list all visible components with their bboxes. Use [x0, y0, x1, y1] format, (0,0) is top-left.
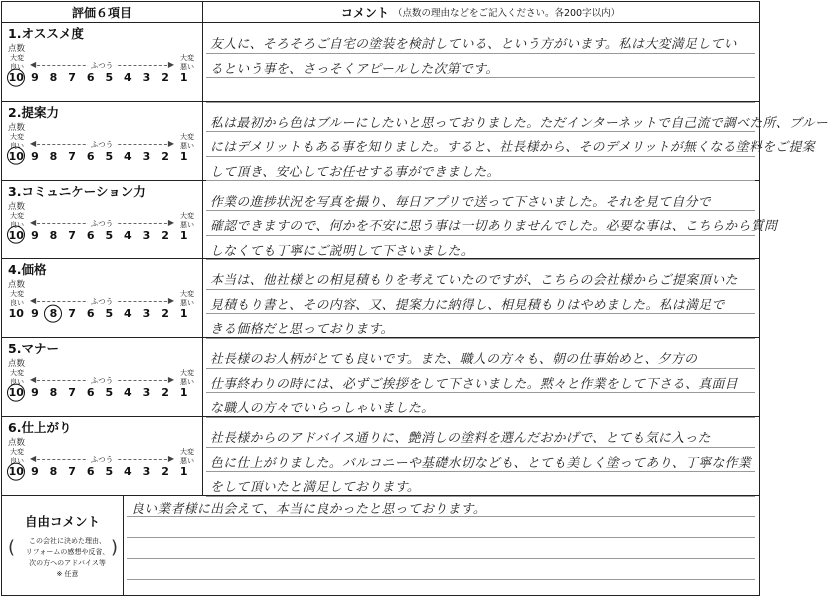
score-option[interactable]: 2: [161, 386, 169, 400]
neutral-label: ふつう: [88, 375, 117, 386]
score-option[interactable]: 8: [49, 71, 58, 84]
criterion-title: 3.コミュニケーション力: [8, 183, 146, 199]
score-option[interactable]: 6: [86, 149, 95, 163]
best-label-line: 良い: [10, 378, 24, 387]
neutral-label: ふつう: [88, 218, 117, 229]
ruled-line: [206, 447, 755, 448]
score-option[interactable]: 10: [8, 71, 24, 84]
score-option[interactable]: 5: [105, 149, 114, 163]
rating-row: [2, 101, 828, 181]
score-option[interactable]: 10: [8, 465, 24, 478]
survey-sheet: [1, 1, 828, 596]
comment-cell[interactable]: [202, 101, 828, 180]
score-option[interactable]: 4: [124, 228, 132, 242]
criterion-title: 4.価格: [8, 262, 47, 278]
score-option[interactable]: 4: [124, 149, 132, 163]
handwritten-comment-line: しなくても丁寧にご説明して下さいました。: [210, 243, 474, 259]
scale-arrow: [32, 376, 172, 384]
ruled-line: [127, 558, 755, 559]
score-option[interactable]: 7: [68, 307, 76, 321]
score-option[interactable]: 9: [31, 71, 39, 84]
ruled-line: [206, 77, 755, 78]
ruled-line: [206, 313, 755, 314]
score-option[interactable]: 7: [68, 71, 76, 84]
free-comment-note: [16, 536, 119, 580]
worst-label-line: 大変: [180, 54, 194, 62]
criterion-cell: [2, 180, 203, 259]
arrow-right-icon: ▶: [167, 454, 174, 463]
score-option[interactable]: 8: [49, 228, 58, 242]
score-option[interactable]: 9: [31, 465, 39, 478]
scale-arrow: [32, 140, 172, 148]
rating-row: [2, 22, 759, 102]
worst-label-line: 大変: [180, 132, 194, 141]
ruled-line: [206, 235, 755, 236]
score-option[interactable]: 9: [31, 228, 39, 242]
worst-label-line: 悪い: [180, 457, 194, 465]
handwritten-comment-line: して頂き、安心してお任せする事ができました。: [210, 164, 500, 180]
comment-cell[interactable]: [202, 416, 759, 495]
paren-close: ): [110, 537, 118, 558]
criteria-header: 評価６項目: [2, 2, 203, 23]
comment-cell[interactable]: [202, 337, 759, 416]
best-label-line: 大変: [10, 54, 24, 62]
worst-label-line: 大変: [180, 290, 194, 299]
score-scale: [7, 386, 193, 399]
worst-label-line: 大変: [180, 448, 194, 456]
score-option[interactable]: 1: [179, 71, 188, 84]
score-option[interactable]: 9: [31, 307, 39, 321]
score-option[interactable]: 10: [8, 149, 24, 163]
score-option[interactable]: 5: [105, 465, 114, 478]
neutral-label: ふつう: [88, 454, 117, 465]
comment-header: [202, 2, 759, 23]
ruled-line: [206, 289, 755, 290]
score-option[interactable]: 3: [142, 465, 151, 478]
score-option[interactable]: 4: [124, 71, 132, 84]
score-option[interactable]: 2: [161, 465, 169, 478]
best-label-line: 大変: [10, 448, 24, 456]
score-scale: [7, 307, 193, 320]
arrow-right-icon: ▶: [167, 60, 174, 69]
free-comment-row: [2, 495, 759, 595]
worst-label: [180, 369, 194, 387]
worst-label: [180, 54, 194, 72]
rating-row: [2, 337, 759, 417]
ruled-line: [206, 471, 755, 472]
handwritten-free-comment-line: 良い業者様に出会えて、本当に良かったと思っております。: [131, 502, 487, 517]
criterion-title: 6.仕上がり: [8, 420, 72, 435]
score-option[interactable]: 6: [86, 71, 95, 84]
score-option[interactable]: 1: [179, 228, 188, 242]
handwritten-comment-line: きる価格だと思っております。: [210, 322, 394, 338]
handwritten-comment-line: るという事を、さっそくアピールした次第です。: [210, 61, 499, 77]
score-option[interactable]: 7: [68, 228, 76, 242]
rating-row: [2, 258, 759, 338]
neutral-label: ふつう: [88, 296, 117, 307]
score-label: 点数: [8, 201, 26, 212]
score-option[interactable]: 4: [124, 307, 132, 321]
neutral-label: ふつう: [88, 60, 117, 71]
handwritten-comment-line: 仕事終わりの時には、必ずご挨拶をして下さいました。黙々と作業をして下さる、真面目: [210, 376, 738, 392]
score-option[interactable]: 1: [179, 149, 188, 163]
handwritten-comment-line: な職人の方々でいらっしゃいました。: [210, 401, 435, 417]
comment-cell[interactable]: [202, 180, 778, 259]
worst-label-line: 悪い: [180, 141, 194, 150]
score-option[interactable]: 5: [105, 71, 114, 84]
worst-label-line: 悪い: [180, 299, 194, 308]
criterion-cell: [2, 416, 203, 495]
arrow-left-icon: ◀: [30, 296, 37, 306]
worst-label: [180, 212, 194, 230]
score-option[interactable]: 3: [142, 386, 151, 400]
score-option[interactable]: 5: [105, 307, 114, 321]
handwritten-comment-line: 確認できますので、何かを不安に思う事は一切ありませんでした。必要な事は、こちらから質問: [210, 219, 778, 235]
handwritten-comment-line: 作業の進捗状況を写真を撮り、毎日アプリで送って下さいました。それを見て自分で: [210, 194, 711, 210]
arrow-left-icon: ◀: [30, 454, 37, 463]
score-option[interactable]: 6: [86, 228, 95, 242]
score-option[interactable]: 4: [124, 465, 132, 478]
arrow-right-icon: ▶: [167, 217, 174, 227]
free-comment-area[interactable]: [123, 495, 759, 595]
free-note-line: ※ 任意: [56, 570, 79, 578]
handwritten-comment-line: 色に仕上がりました。バルコニーや基礎水切なども、とても美しく塗ってあり、丁寧な作業: [210, 455, 752, 471]
score-option[interactable]: 3: [142, 149, 151, 163]
handwritten-comment-line: 友人に、そろそろご自宅の塗装を検討している、という方がいます。私は大変満足してい: [210, 37, 737, 52]
score-option[interactable]: 5: [105, 386, 114, 400]
worst-label-line: 悪い: [180, 63, 194, 71]
score-option[interactable]: 2: [161, 149, 169, 163]
worst-label-line: 悪い: [180, 378, 194, 387]
ruled-line: [206, 368, 755, 369]
comment-cell[interactable]: [202, 22, 759, 101]
score-option[interactable]: 2: [161, 71, 169, 84]
score-option[interactable]: 8: [49, 465, 58, 478]
scale-arrow: [32, 455, 172, 463]
handwritten-comment-line: 見積もり書と、その内容、又、提案力に納得し、相見積もりはやめました。私は満足で: [210, 297, 725, 313]
score-scale: [7, 229, 193, 242]
score-option[interactable]: 1: [179, 465, 188, 478]
worst-label: [180, 448, 194, 466]
worst-label: [180, 133, 194, 151]
free-note-line: 次の方へのアドバイス等: [29, 559, 106, 567]
criterion-cell: [2, 22, 203, 101]
criterion-title: 5.マナー: [8, 341, 59, 357]
criterion-cell: [2, 101, 203, 180]
ruled-line: [206, 156, 755, 157]
score-option[interactable]: 1: [179, 307, 188, 321]
arrow-left-icon: ◀: [30, 60, 37, 69]
score-option[interactable]: 6: [86, 307, 95, 321]
score-option[interactable]: 2: [161, 228, 169, 242]
best-label-line: 良い: [10, 220, 24, 229]
best-label-line: 良い: [10, 63, 24, 71]
score-option[interactable]: 3: [142, 228, 151, 242]
score-option[interactable]: 8: [44, 307, 63, 320]
score-option[interactable]: 2: [161, 307, 169, 321]
score-option[interactable]: 10: [8, 386, 24, 400]
worst-label-line: 大変: [180, 369, 194, 378]
free-note-line: この会社に決めた理由、: [29, 537, 106, 545]
worst-label-line: 悪い: [180, 220, 194, 229]
score-scale: [7, 71, 193, 84]
criterion-title: 2.提案力: [8, 104, 59, 120]
free-comment-label-cell: [2, 495, 124, 595]
score-option[interactable]: 8: [49, 149, 58, 163]
rating-row: [2, 180, 778, 260]
ruled-line: [127, 579, 755, 580]
comment-cell[interactable]: [202, 258, 759, 337]
score-label: 点数: [8, 359, 26, 370]
worst-label: [180, 290, 194, 308]
score-option[interactable]: 10: [8, 228, 24, 242]
best-label-line: 良い: [10, 299, 24, 308]
score-option[interactable]: 6: [86, 465, 95, 478]
score-option[interactable]: 3: [142, 307, 151, 321]
free-note-line: リフォームの感想や反省、: [25, 548, 110, 556]
paren-open: (: [8, 537, 16, 558]
handwritten-comment-line: をして頂いたと満足しております。: [210, 480, 421, 495]
score-option[interactable]: 6: [86, 386, 95, 400]
score-option[interactable]: 7: [68, 149, 76, 163]
best-label-line: 良い: [10, 141, 24, 150]
handwritten-comment-line: 私は最初から色はブルーにしたいと思っておりました。ただインターネットで自己流で調べた所、ブルー: [210, 115, 828, 131]
ruled-line: [206, 131, 755, 132]
best-label: [10, 290, 24, 308]
best-label-line: 良い: [10, 457, 24, 465]
ruled-line: [206, 53, 755, 54]
score-scale: [7, 150, 193, 163]
score-scale: [7, 465, 193, 478]
score-option[interactable]: 1: [179, 386, 188, 400]
score-option[interactable]: 3: [142, 71, 151, 84]
ruled-line: [206, 392, 755, 393]
best-label-line: 大変: [10, 290, 24, 299]
score-option[interactable]: 7: [68, 465, 76, 478]
scale-arrow: [32, 61, 172, 69]
criterion-cell: [2, 337, 203, 416]
arrow-right-icon: ▶: [167, 138, 174, 148]
score-option[interactable]: 8: [49, 386, 58, 400]
criterion-title: 1.オススメ度: [8, 26, 84, 41]
score-label: 点数: [8, 438, 26, 448]
handwritten-comment-line: 本当は、他社様との相見積もりを考えていたのですが、こちらの会社様からご提案頂いた: [210, 273, 738, 289]
ruled-line: [127, 537, 755, 538]
arrow-right-icon: ▶: [167, 296, 174, 306]
score-label: 点数: [8, 280, 26, 291]
score-option[interactable]: 9: [31, 386, 39, 400]
score-option[interactable]: 7: [68, 386, 76, 400]
neutral-label: ふつう: [88, 139, 117, 150]
score-option[interactable]: 10: [8, 307, 24, 321]
handwritten-comment-line: 社長様のお人柄がとても良いです。また、職人の方々も、朝の仕事始めと、夕方の: [210, 352, 698, 368]
score-option[interactable]: 9: [31, 149, 39, 163]
score-option[interactable]: 4: [124, 386, 132, 400]
score-label: 点数: [8, 44, 26, 54]
free-comment-title: 自由コメント: [24, 514, 100, 529]
ruled-line: [206, 210, 755, 211]
arrow-left-icon: ◀: [30, 217, 37, 227]
arrow-left-icon: ◀: [30, 138, 37, 148]
best-label-line: 大変: [10, 132, 24, 141]
rating-row: [2, 416, 759, 496]
best-label-line: 大変: [10, 369, 24, 378]
handwritten-comment-line: 社長様からのアドバイス通りに、艶消しの塗料を選んだおかげで、とても気に入った: [210, 431, 711, 446]
score-label: 点数: [8, 122, 26, 133]
arrow-right-icon: ▶: [167, 375, 174, 385]
criterion-cell: [2, 258, 203, 337]
score-option[interactable]: 5: [105, 228, 114, 242]
worst-label-line: 大変: [180, 211, 194, 220]
arrow-left-icon: ◀: [30, 375, 37, 385]
handwritten-comment-line: にはデメリットもある事を知りました。すると、社長様から、そのデメリットが無くなる塗料をご提案: [210, 140, 816, 156]
scale-arrow: [32, 219, 172, 227]
comment-header-hint: （点数の理由などをご記入ください。各200字以内）: [392, 8, 621, 19]
comment-header-label: コメント: [340, 5, 389, 20]
best-label-line: 大変: [10, 211, 24, 220]
